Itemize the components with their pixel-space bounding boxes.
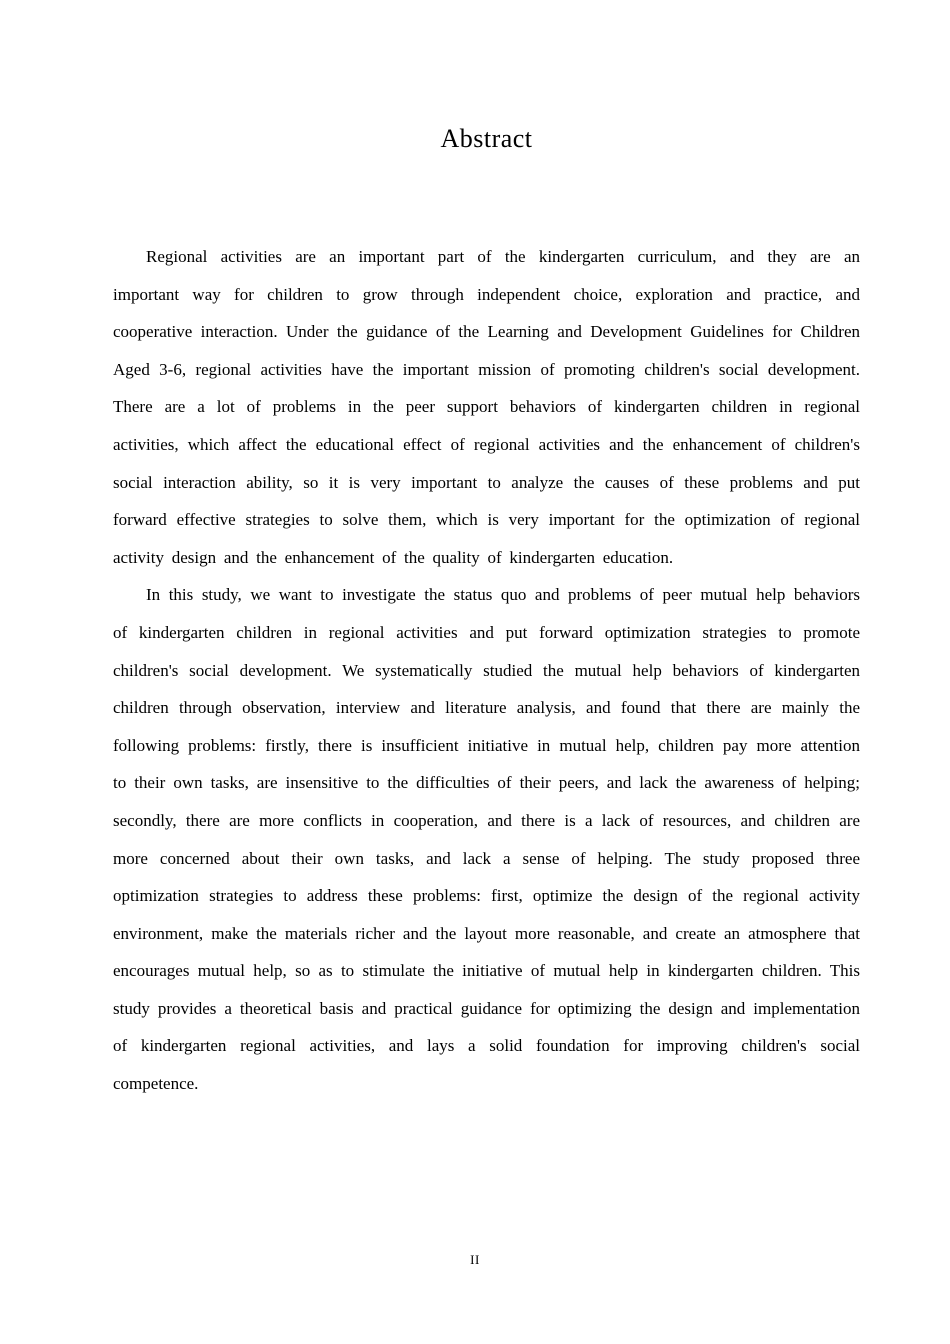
page-title: Abstract bbox=[440, 124, 533, 153]
abstract-paragraph-1: Regional activities are an important part of the kindergarten curriculum, and they are an important way for children to grow through independent choice, exploration and practice, and cooperative interaction. Under the guidance of the Learning and Development Guidelines for Children Aged 3-6, regional activities have the important mission of promoting children's social development. There are a lot of problems in the peer support behaviors of kindergarten children in regional activities, which affect the educational effect of regional activities and the enhancement of children's social interaction ability, so it is very important to analyze the causes of these problems and put forward effective strategies to solve them, which is very important for the optimization of regional activity design and the enhancement of the quality of kindergarten education. bbox=[113, 247, 860, 567]
abstract-paragraph-2: In this study, we want to investigate the status quo and problems of peer mutual help behaviors of kindergarten children in regional activities and put forward optimization strategies to promote children's social development. We systematically studied the mutual help behaviors of kindergarten children through observation, interview and literature analysis, and found that there are mainly the following problems: firstly, there is insufficient initiative in mutual help, children pay more attention to their own tasks, are insensitive to the difficulties of their peers, and lack the awareness of helping; secondly, there are more conflicts in cooperation, and there is a lack of resources, and children are more concerned about their own tasks, and lack a sense of helping. The study proposed three optimization strategies to address these problems: first, optimize the design of the regional activity environment, make the materials richer and the layout more reasonable, and create an atmosphere that encourages mutual help, so as to stimulate the initiative of mutual help in kindergarten children. This study provides a theoretical basis and practical guidance for optimizing the design and implementation of kindergarten regional activities, and lays a solid foundation for improving children's social competence. bbox=[113, 585, 860, 1094]
abstract-body bbox=[113, 238, 860, 1103]
page-number: II bbox=[470, 1252, 480, 1267]
